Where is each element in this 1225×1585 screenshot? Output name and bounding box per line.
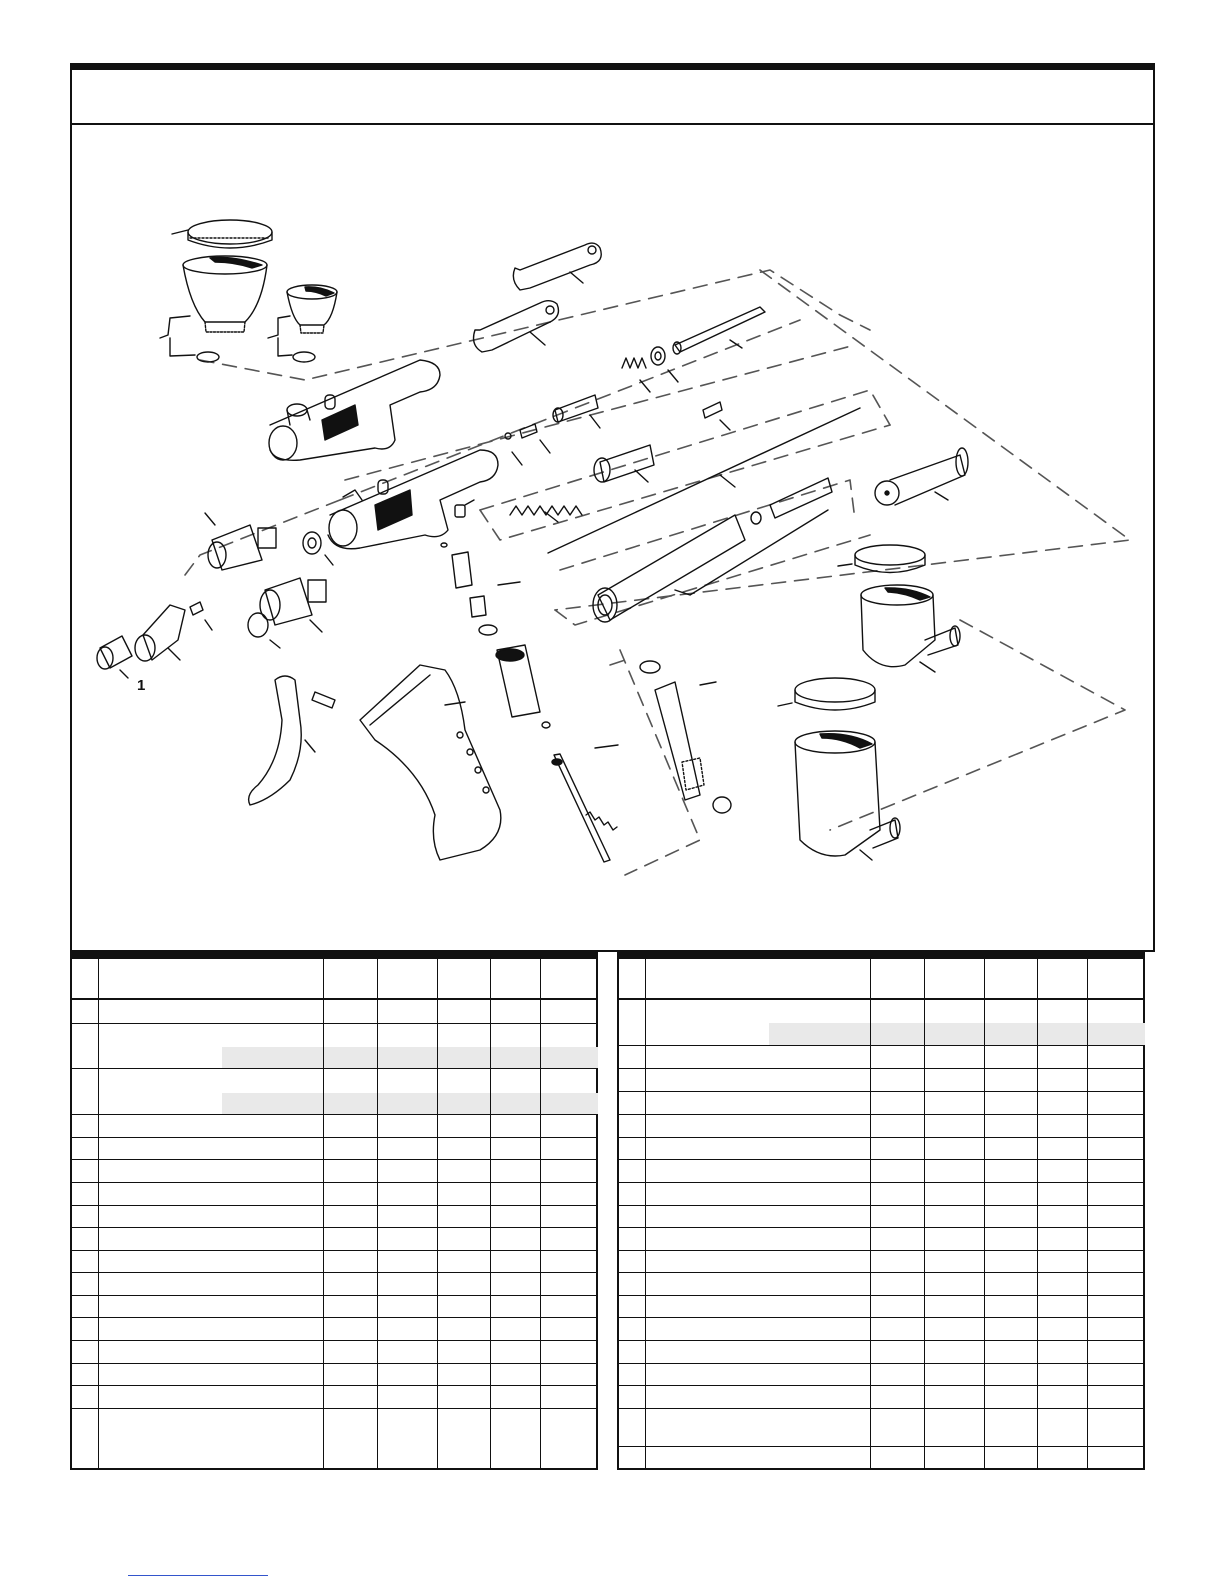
air-adapter-assembly (640, 661, 731, 813)
nozzle (190, 602, 212, 630)
row-divider (619, 1340, 1143, 1341)
shaded-row (769, 1023, 1145, 1045)
airbrush-body-main (328, 450, 498, 549)
row-divider (619, 1446, 1143, 1447)
row-divider (619, 1250, 1143, 1251)
callout-label-1: 1 (137, 677, 146, 694)
row-divider (72, 1205, 596, 1206)
row-divider (619, 1272, 1143, 1273)
col-divider (377, 952, 378, 1468)
head-base (248, 578, 326, 648)
col-divider (1037, 952, 1038, 1468)
col-divider (1087, 952, 1088, 1468)
needle-chucking-guide (673, 307, 765, 354)
preset-knob-handle (875, 448, 968, 505)
row-divider (619, 1227, 1143, 1228)
col-divider (98, 952, 99, 1468)
side-cup-small (861, 585, 960, 672)
shaded-row (222, 1047, 598, 1068)
airbrush-body-top (269, 360, 440, 460)
row-divider (619, 1317, 1143, 1318)
parts-table-left (70, 950, 598, 1470)
col-divider (645, 952, 646, 1468)
row-divider (72, 1137, 596, 1138)
row-divider (619, 1408, 1143, 1409)
col-divider (437, 952, 438, 1468)
row-divider (619, 1182, 1143, 1183)
row-divider (72, 1023, 596, 1024)
row-divider (72, 1340, 596, 1341)
assembly-guide-lines (185, 270, 1130, 875)
row-divider (72, 1363, 596, 1364)
needle-chuck (505, 424, 550, 465)
needle (548, 408, 860, 553)
main-spring (510, 506, 582, 522)
footer-link-underline[interactable] (128, 1575, 268, 1576)
row-divider (619, 1114, 1143, 1115)
side-cup-lid-large (778, 678, 875, 710)
row-divider (72, 1317, 596, 1318)
valve-assembly (441, 543, 618, 862)
parts-table-right (617, 950, 1145, 1470)
row-divider (72, 1182, 596, 1183)
cutaway-insert (751, 478, 832, 524)
col-divider (540, 952, 541, 1468)
side-cup-large (795, 731, 900, 860)
header-divider (619, 998, 1143, 1000)
color-cup-large (160, 256, 267, 362)
row-divider (619, 1385, 1143, 1386)
wrench-bottom (474, 301, 559, 352)
row-divider (619, 1363, 1143, 1364)
row-divider (619, 1091, 1143, 1092)
col-divider (924, 952, 925, 1468)
col-divider (323, 952, 324, 1468)
grip (360, 665, 501, 860)
row-divider (72, 1227, 596, 1228)
col-divider (984, 952, 985, 1468)
preset-handle-base (594, 445, 654, 482)
table-header-bar (619, 952, 1143, 959)
header-divider (72, 998, 596, 1000)
color-cup-lid-large (172, 220, 272, 248)
handle-cap (703, 402, 730, 430)
row-divider (72, 1295, 596, 1296)
needle-chucking-nut (553, 395, 600, 428)
col-divider (490, 952, 491, 1468)
row-divider (72, 1068, 596, 1069)
row-divider (72, 1159, 596, 1160)
nozzle-cap (135, 605, 185, 661)
crown-cap (97, 636, 132, 678)
row-divider (72, 1272, 596, 1273)
table-header-bar (72, 952, 596, 959)
row-divider (72, 1114, 596, 1115)
row-divider (72, 1408, 596, 1409)
row-divider (619, 1068, 1143, 1069)
row-divider (619, 1137, 1143, 1138)
row-divider (619, 1159, 1143, 1160)
row-divider (619, 1295, 1143, 1296)
side-cup-lid-small (838, 545, 925, 573)
head-cap (205, 513, 276, 570)
row-divider (619, 1045, 1143, 1046)
col-divider (870, 952, 871, 1468)
color-cup-small (268, 285, 337, 362)
shaded-row (222, 1093, 598, 1114)
trigger (249, 676, 335, 805)
row-divider (72, 1385, 596, 1386)
handle (593, 510, 828, 622)
valve-screw (455, 500, 474, 517)
row-divider (619, 1205, 1143, 1206)
wrench-top (513, 243, 601, 290)
spring-small (622, 358, 650, 392)
row-divider (72, 1250, 596, 1251)
